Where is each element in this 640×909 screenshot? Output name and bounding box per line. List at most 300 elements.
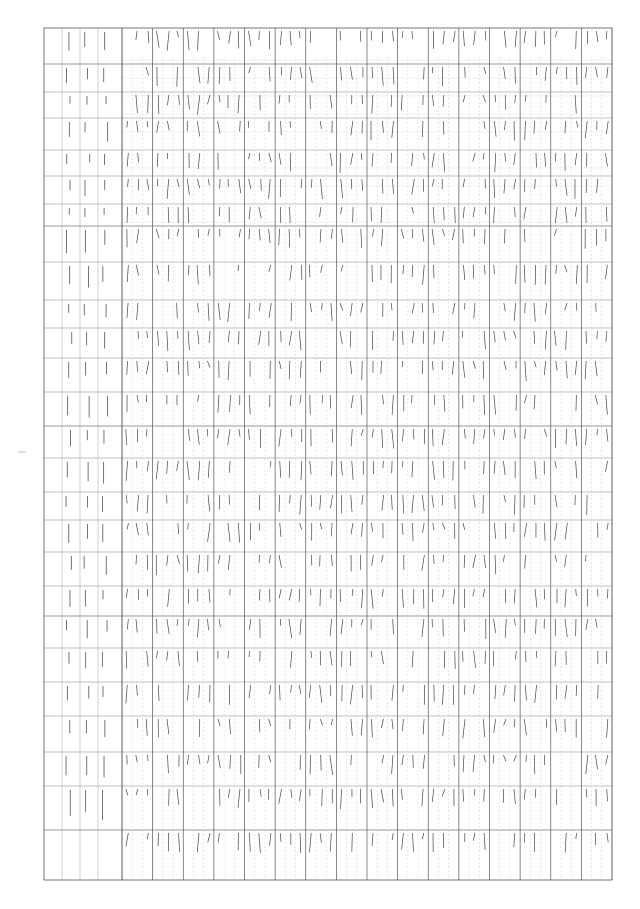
cell-text-mark (259, 523, 260, 531)
cell-text-mark (585, 361, 586, 379)
cell-text-mark (178, 361, 179, 375)
cell-text-mark (453, 303, 455, 314)
cell-text-mark (330, 153, 332, 166)
cell-text-mark (535, 685, 537, 703)
cell-text-mark (545, 265, 546, 284)
cell-text-mark (515, 95, 516, 103)
cell-text-mark (137, 395, 138, 403)
cell-text-mark (146, 361, 149, 374)
cell-text-mark (434, 331, 435, 345)
cell-text-mark (484, 395, 485, 415)
cell-text-mark (606, 395, 608, 415)
cell-text-mark (452, 361, 453, 375)
cell-text-mark (503, 755, 505, 761)
cell-text-mark (566, 331, 567, 350)
cell-text-mark (463, 755, 464, 772)
cell-text-mark (401, 229, 404, 239)
cell-text-mark (434, 555, 435, 564)
cell-text-mark (545, 331, 546, 349)
cell-text-mark (433, 461, 435, 480)
cell-text-mark (605, 265, 607, 279)
cell-text-mark (218, 719, 220, 726)
cell-text-mark (484, 461, 485, 474)
cell-text-mark (249, 207, 250, 219)
cell-text-mark (474, 651, 476, 668)
cell-text-mark (381, 229, 382, 246)
cell-text-mark (249, 619, 251, 630)
cell-text-mark (525, 429, 526, 439)
cell-text-mark (392, 789, 393, 806)
cell-text-mark (199, 361, 200, 368)
cell-text-mark (136, 555, 137, 564)
cell-text-mark (177, 229, 179, 236)
cell-text-mark (607, 789, 608, 801)
cell-text-mark (606, 755, 608, 764)
cell-text-mark (443, 555, 444, 562)
cell-text-mark (147, 755, 148, 761)
cell-text-mark (514, 589, 515, 604)
cell-text-mark (412, 31, 413, 39)
cell-text-mark (330, 833, 331, 851)
cell-text-mark (299, 685, 301, 694)
cell-text-mark (138, 331, 139, 339)
cell-text-mark (432, 429, 433, 446)
cell-text-mark (300, 833, 301, 853)
cell-text-mark (331, 555, 332, 566)
cell-text-mark (565, 589, 566, 607)
cell-text-mark (525, 555, 526, 569)
cell-text-mark (320, 121, 321, 129)
cell-text-mark (279, 555, 281, 568)
cell-text-mark (218, 755, 220, 768)
cell-text-mark (412, 461, 413, 477)
cell-text-mark (127, 523, 128, 529)
cell-text-mark (300, 619, 301, 635)
cell-text-mark (484, 555, 486, 568)
cell-text-mark (515, 429, 516, 438)
cell-text-mark (249, 153, 250, 159)
cell-text-mark (463, 265, 464, 280)
cell-text-mark (260, 789, 261, 797)
cell-text-mark (413, 429, 414, 440)
cell-text-mark (515, 685, 516, 702)
cell-text-mark (126, 685, 127, 704)
cell-text-mark (503, 461, 505, 475)
cell-text-mark (128, 179, 129, 187)
cell-text-mark (382, 495, 384, 511)
cell-text-mark (443, 685, 444, 705)
cell-text-mark (607, 833, 608, 842)
cell-text-mark (259, 833, 261, 853)
cell-text-mark (463, 229, 464, 243)
cell-text-mark (524, 523, 526, 537)
cell-text-mark (607, 67, 608, 78)
cell-text-mark (381, 555, 383, 562)
cell-text-mark (586, 179, 587, 193)
cell-text-mark (565, 555, 567, 567)
cell-text-mark (536, 651, 537, 658)
cell-text-mark (157, 265, 159, 274)
cell-text-mark (136, 755, 137, 762)
cell-text-mark (442, 789, 445, 796)
cell-text-mark (586, 619, 588, 630)
cell-text-mark (402, 589, 403, 608)
cell-text-mark (208, 303, 209, 321)
cell-text-mark (300, 495, 302, 514)
cell-text-mark (545, 121, 546, 130)
cell-text-mark (208, 523, 211, 542)
cell-text-mark (188, 331, 189, 350)
cell-text-mark (300, 523, 302, 530)
cell-text-mark (504, 685, 506, 695)
cell-text-mark (494, 523, 495, 539)
cell-text-mark (452, 229, 454, 240)
cell-text-mark (126, 833, 128, 847)
cell-text-mark (179, 833, 180, 852)
cell-text-mark (279, 789, 282, 804)
cell-text-mark (352, 589, 353, 596)
cell-text-mark (279, 429, 281, 447)
cell-text-mark (361, 719, 362, 735)
cell-text-mark (391, 303, 392, 311)
cell-text-mark (310, 833, 312, 852)
cell-text-mark (555, 495, 557, 507)
cell-text-mark (516, 265, 517, 284)
cell-text-mark (259, 229, 260, 240)
cell-text-mark (219, 619, 220, 627)
cell-text-mark (382, 67, 383, 86)
cell-text-mark (177, 67, 178, 87)
cell-text-mark (423, 523, 425, 533)
cell-text-mark (310, 461, 311, 474)
cell-text-mark (494, 331, 496, 342)
cell-text-mark (229, 495, 230, 504)
cell-text-mark (147, 179, 149, 190)
cell-text-mark (137, 229, 139, 243)
cell-text-mark (503, 555, 504, 562)
cell-text-mark (423, 755, 424, 769)
cell-text-mark (371, 207, 372, 221)
cell-text-mark (515, 651, 516, 660)
cell-text-mark (515, 207, 516, 217)
cell-text-mark (474, 303, 475, 318)
cell-text-mark (322, 303, 323, 310)
cell-text-mark (382, 429, 383, 448)
cell-text-mark (197, 179, 199, 188)
cell-text-mark (432, 95, 433, 106)
cell-text-mark (280, 523, 281, 537)
cell-text-mark (596, 755, 598, 769)
cell-text-mark (270, 685, 271, 694)
cell-text-mark (158, 95, 159, 114)
cell-text-mark (606, 121, 608, 134)
cell-text-mark (556, 361, 557, 371)
cell-text-mark (320, 495, 321, 509)
cell-text-mark (485, 207, 486, 214)
cell-text-mark (249, 833, 250, 852)
cell-text-mark (433, 303, 434, 313)
cell-text-mark (361, 429, 363, 436)
cell-text-mark (126, 589, 127, 598)
cell-text-mark (320, 833, 321, 843)
cell-text-mark (442, 331, 443, 341)
cell-text-mark (473, 361, 475, 369)
cell-text-mark (167, 121, 169, 130)
cell-text-mark (208, 67, 209, 84)
cell-text-mark (238, 789, 240, 808)
cell-text-mark (340, 207, 342, 214)
cell-text-mark (412, 303, 414, 313)
cell-text-mark (197, 121, 199, 136)
cell-text-mark (381, 651, 383, 664)
cell-text-mark (545, 303, 547, 314)
cell-text-mark (504, 121, 505, 130)
cell-text-mark (382, 395, 383, 404)
cell-text-mark (269, 265, 271, 272)
cell-text-mark (433, 265, 434, 278)
cell-text-mark (535, 179, 536, 189)
cell-text-mark (412, 833, 413, 852)
cell-text-mark (536, 619, 537, 634)
cell-text-mark (606, 429, 608, 441)
cell-text-mark (391, 495, 392, 510)
cell-text-mark (504, 67, 506, 79)
cell-text-mark (606, 31, 607, 39)
cell-text-mark (331, 719, 333, 725)
cell-text-mark (289, 361, 290, 379)
cell-text-mark (453, 589, 454, 604)
cell-text-mark (136, 619, 137, 633)
cell-text-mark (442, 523, 444, 529)
cell-text-mark (443, 589, 444, 597)
cell-text-mark (597, 429, 598, 435)
cell-text-mark (168, 589, 170, 607)
cell-text-mark (393, 619, 394, 634)
cell-text-mark (331, 303, 332, 321)
cell-text-mark (289, 229, 290, 247)
cell-text-mark (209, 265, 210, 276)
cell-text-mark (504, 179, 505, 193)
cell-text-mark (351, 395, 353, 408)
cell-text-mark (402, 31, 403, 38)
cell-text-mark (606, 331, 607, 342)
cell-text-mark (320, 179, 322, 199)
cell-text-mark (208, 495, 210, 511)
cell-text-mark (484, 429, 485, 438)
cell-text-mark (412, 331, 414, 343)
cell-text-mark (239, 429, 240, 437)
cell-text-mark (156, 229, 159, 238)
cell-text-mark (362, 179, 363, 191)
cell-text-mark (249, 229, 250, 239)
cell-text-mark (208, 833, 210, 842)
cell-text-mark (525, 121, 526, 140)
cell-text-mark (350, 685, 352, 704)
cell-text-mark (483, 719, 484, 737)
cell-text-mark (207, 361, 210, 367)
cell-text-mark (136, 31, 137, 40)
cell-text-mark (535, 589, 537, 608)
cell-text-mark (565, 265, 567, 272)
cell-text-mark (228, 523, 230, 542)
cell-text-mark (321, 755, 322, 771)
cell-text-mark (555, 555, 556, 562)
cell-text-mark (290, 265, 292, 280)
cell-text-mark (524, 265, 525, 283)
cell-text-mark (147, 495, 148, 513)
cell-text-mark (137, 361, 138, 372)
cell-text-mark (554, 229, 556, 236)
cell-text-mark (381, 719, 383, 728)
cell-text-mark (494, 121, 496, 137)
cell-text-mark (238, 31, 239, 48)
cell-text-mark (340, 67, 341, 80)
cell-text-mark (413, 523, 414, 541)
cell-text-mark (351, 153, 353, 165)
cell-text-mark (280, 31, 281, 45)
cell-text-mark (576, 833, 577, 839)
cell-text-mark (402, 461, 403, 467)
cell-text-mark (494, 395, 496, 415)
cell-text-mark (607, 719, 608, 738)
cell-text-mark (167, 331, 168, 351)
cell-text-mark (463, 719, 465, 739)
cell-text-mark (309, 265, 310, 277)
cell-text-mark (178, 523, 179, 534)
cell-text-mark (433, 523, 434, 530)
cell-text-mark (524, 229, 525, 242)
cell-text-mark (424, 153, 425, 159)
cell-text-mark (412, 265, 413, 277)
cell-text-mark (453, 31, 455, 42)
cell-text-mark (269, 153, 271, 162)
cell-text-mark (309, 685, 310, 698)
cell-text-mark (392, 685, 394, 701)
cell-text-mark (228, 361, 229, 380)
cell-text-mark (372, 67, 373, 78)
cell-text-mark (137, 121, 139, 132)
cell-text-mark (392, 121, 394, 138)
cell-text-mark (301, 461, 302, 480)
cell-text-mark (178, 651, 179, 666)
cell-text-mark (403, 495, 404, 513)
cell-text-mark (156, 461, 158, 479)
cell-text-mark (279, 95, 280, 104)
cell-text-mark (514, 833, 515, 847)
cell-text-mark (351, 429, 352, 446)
cell-text-mark (187, 31, 189, 50)
cell-text-mark (483, 495, 484, 514)
cell-text-mark (514, 179, 516, 189)
cell-text-mark (299, 31, 300, 38)
cell-text-mark (484, 755, 486, 762)
cell-text-mark (269, 67, 270, 81)
cell-text-mark (494, 719, 496, 733)
cell-text-mark (177, 303, 178, 318)
cell-text-mark (279, 361, 281, 369)
cell-text-mark (504, 31, 506, 48)
cell-text-mark (556, 265, 557, 274)
cell-text-mark (249, 303, 250, 319)
cell-text-mark (595, 361, 597, 376)
cell-text-mark (136, 461, 137, 468)
cell-text-mark (198, 461, 199, 480)
cell-text-mark (514, 153, 516, 165)
cell-text-mark (126, 461, 128, 481)
cell-text-mark (595, 619, 597, 628)
cell-text-mark (198, 229, 199, 238)
cell-text-mark (504, 229, 505, 243)
cell-text-mark (524, 719, 526, 735)
cell-text-mark (330, 495, 332, 508)
cell-text-mark (207, 95, 210, 104)
cell-text-mark (320, 685, 322, 703)
cell-text-mark (127, 265, 128, 282)
cell-text-mark (544, 361, 545, 375)
cell-text-mark (442, 229, 444, 236)
cell-text-mark (218, 555, 220, 564)
cell-text-mark (525, 361, 526, 381)
cell-text-mark (167, 619, 169, 634)
cell-text-mark (577, 121, 578, 127)
cell-text-mark (290, 495, 291, 503)
cell-text-mark (340, 331, 342, 344)
cell-text-mark (556, 179, 557, 187)
cell-text-mark (167, 461, 168, 474)
cell-text-mark (127, 361, 128, 375)
cell-text-mark (514, 495, 515, 515)
cell-text-mark (586, 789, 587, 797)
cell-text-mark (423, 331, 424, 344)
cell-text-mark (238, 523, 239, 543)
cell-text-mark (556, 67, 557, 74)
cell-text-mark (524, 789, 525, 799)
cell-text-mark (575, 153, 577, 165)
cell-text-mark (281, 121, 282, 135)
cell-text-mark (535, 461, 536, 479)
cell-text-mark (432, 495, 434, 507)
cell-text-mark (187, 755, 188, 765)
cell-text-mark (198, 31, 199, 50)
cell-text-mark (188, 95, 190, 109)
cell-text-mark (148, 31, 149, 43)
cell-text-mark (361, 619, 363, 625)
cell-text-mark (596, 67, 598, 77)
cell-text-mark (197, 619, 198, 637)
cell-text-mark (443, 719, 445, 736)
cell-text-mark (483, 153, 484, 159)
cell-text-mark (320, 719, 322, 725)
cell-text-mark (299, 229, 300, 238)
cell-text-mark (432, 789, 433, 802)
cell-text-mark (422, 833, 424, 839)
cell-text-mark (474, 429, 475, 444)
table-row-rules (44, 60, 612, 830)
cell-text-mark (198, 303, 199, 312)
cell-text-mark (127, 153, 128, 167)
cell-text-mark (188, 265, 189, 275)
cell-text-mark (147, 461, 148, 471)
cell-text-mark (444, 395, 445, 412)
cell-text-mark (136, 265, 138, 275)
cell-text-mark (576, 31, 577, 49)
cell-text-mark (158, 833, 159, 846)
cell-text-mark (372, 429, 373, 438)
cell-text-mark (290, 31, 291, 45)
cell-text-mark (351, 121, 353, 135)
cell-text-mark (422, 789, 423, 806)
cell-text-mark (137, 495, 138, 512)
